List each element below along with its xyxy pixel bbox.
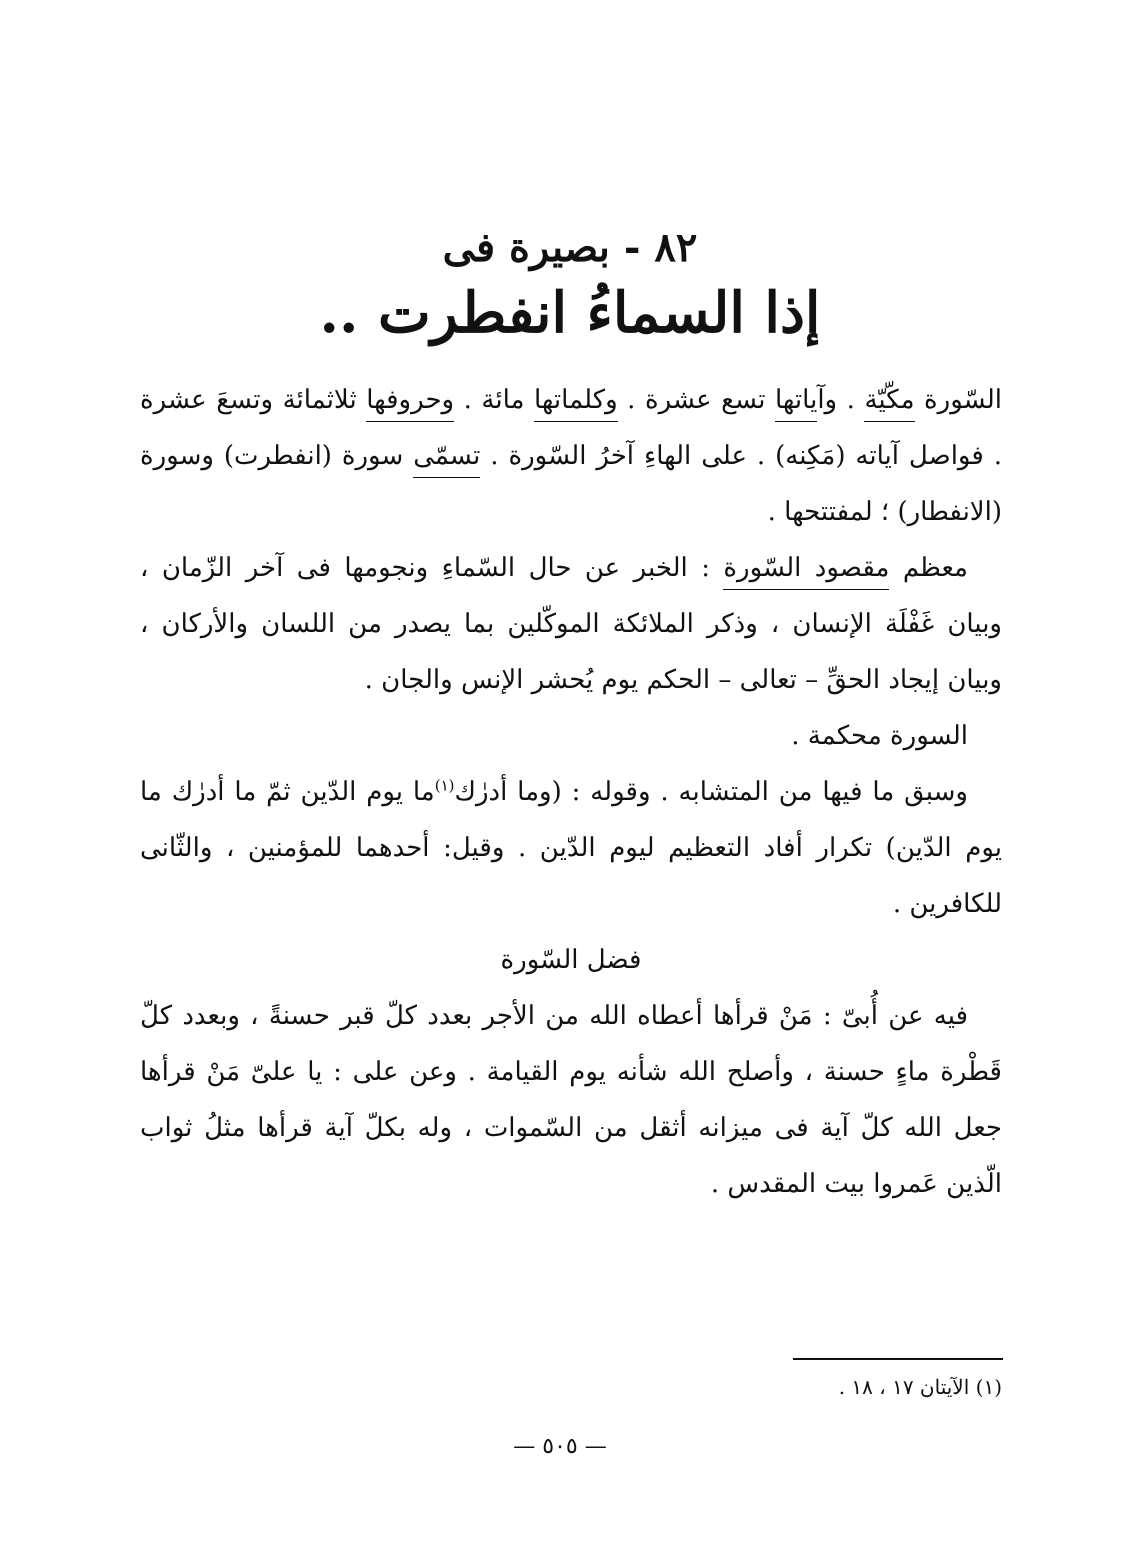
text-segment: . وآ <box>817 385 865 415</box>
chapter-title: إذا السماءُ انفطرت .. <box>319 280 821 346</box>
text-segment: تسع عشرة . <box>617 385 775 415</box>
text-segment: السّورة <box>914 385 1002 415</box>
paragraph <box>140 372 1002 540</box>
underlined-text: تسمّى <box>413 441 480 478</box>
chapter-header <box>140 222 1000 350</box>
body-text <box>140 372 1002 1212</box>
paragraph <box>140 540 1002 708</box>
underlined-text: مقصود السّورة <box>723 553 889 590</box>
underlined-text: مكّيّة <box>864 385 914 422</box>
text-segment: فيه عن أُبىّ : مَنْ قرأها أعطاه الله من الأجر بعدد كلّ قبر حسنةً ، وبعدد كلّ قَطْرة ماءٍ حسنة ، وأصلح الله شأنه يوم القيامة . وعن على : يا علىّ مَنْ قرأها جعل الله كلّ آية فى ميزانه أثقل من السّموات ، وله بكلّ آية قرأها مثلُ ثواب الّذين عَمروا بيت المقدس . <box>140 1001 1002 1199</box>
underlined-text: ياتها <box>775 385 817 422</box>
paragraph <box>140 988 1002 1212</box>
text-segment: وسبق ما فيها من المتشابه . وقوله : (وما أدرٰك <box>454 777 968 807</box>
text-segment: ثلاثمائة وتسعَ عشرة . فواصل آياته (مَكِنه) . على الهاءِ آخرُ السّورة . <box>140 385 1002 471</box>
underlined-text: وحروفها <box>366 385 454 422</box>
section-heading <box>140 932 1002 988</box>
footnote-marker: (١) <box>434 776 455 795</box>
footnote: (١) الآيتان ١٧ ، ١٨ . <box>838 1375 1002 1399</box>
text-segment: سورة (انفطرت) وسورة (الانفطار) ؛ لمفتتحها . <box>140 441 1002 527</box>
text-segment: مائة . <box>454 385 534 415</box>
text-segment: ما يوم الدّين ثمّ ما أدرٰك ما يوم الدّين) تكرار أفاد التعظيم ليوم الدّين . وقيل: أحدهما للمؤمنين ، والثّانى للكافرين . <box>140 777 1002 919</box>
text-segment: فضل السّورة <box>500 945 642 975</box>
underlined-text: وكلماتها <box>534 385 618 422</box>
paragraph <box>140 708 1002 764</box>
paragraph <box>140 764 1002 932</box>
footnote-rule <box>793 1358 1003 1360</box>
text-segment: معظم <box>889 553 968 583</box>
chapter-number-line: ٨٢ - بصيرة فى <box>442 224 698 271</box>
text-segment: : الخبر عن حال السّماءِ ونجومها فى آخر الزّمان ، وبيان غَفْلَة الإنسان ، وذكر الملائكة الموكّلين بما يصدر من اللسان والأركان ، وبيان إيجاد الحقِّ – تعالى – الحكم يوم يُحشر الإنس والجان . <box>140 553 1002 695</box>
page-number: — ٥٠٥ — <box>513 1434 607 1459</box>
text-segment: السورة محكمة . <box>791 721 968 751</box>
